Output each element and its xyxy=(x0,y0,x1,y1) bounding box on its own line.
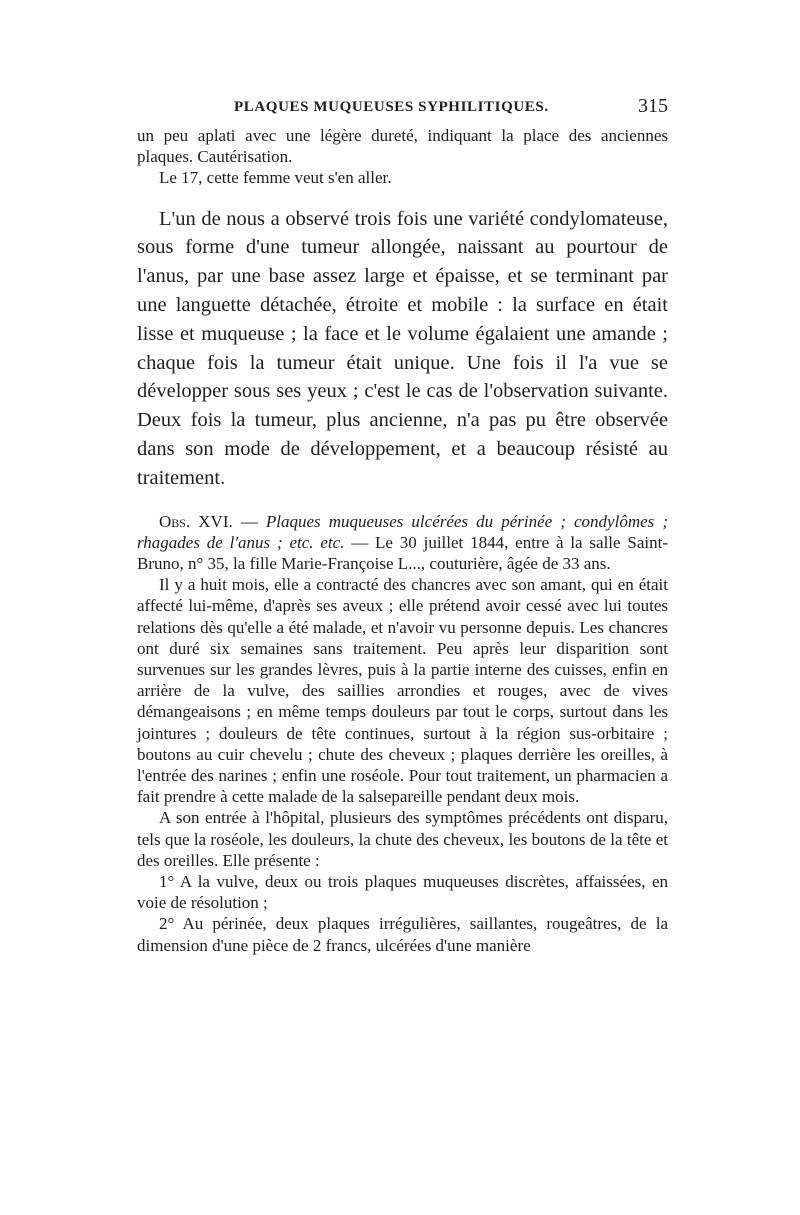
observation-title: Plaques muqueuses ulcérées du périnée ; condylômes ; rhagades de l'anus ; etc. etc. xyxy=(137,511,668,552)
page-header xyxy=(137,95,668,125)
page-number: 315 xyxy=(638,95,668,117)
observation-intro: — Le 30 juillet 1844, entre à la salle Saint-Bruno, n° 35, la fille Marie-Françoise L..., couturière, âgée de 33 ans. xyxy=(137,532,668,573)
section-gap xyxy=(137,493,668,511)
observation-paragraph: Il y a huit mois, elle a contracté des chancres avec son amant, qui en était affecté lui-même, d'après ses aveux ; elle prétend avoir cessé avec lui toutes relations dès qu'elle a été malade, et n'avoir vu personne depuis. Les chancres ont duré six semaines sans traitement. Peu après leur disparition sont survenues sur les grandes lèvres, puis à la partie interne des cuisses, enfin en arrière de la vulve, des saillies arrondies et rouges, avec de vives démangeaisons ; en même temps douleurs par tout le corps, surtout dans les jointures ; douleurs de tête continues, surtout à la région sus-orbitaire ; boutons au cuir chevelu ; chute des cheveux ; plaques derrière les oreilles, à l'entrée des narines ; enfin une roséole. Pour tout traitement, un pharmacien a fait prendre à cette malade de la salsepareille pendant deux mois. xyxy=(137,575,668,807)
observation-label: Obs. XVI. xyxy=(159,511,233,531)
observation-item: 1° A la vulve, deux ou trois plaques muqueuses discrètes, affaissées, en voie de résolution ; xyxy=(137,872,668,913)
running-title: PLAQUES MUQUEUSES SYPHILITIQUES. xyxy=(234,99,549,115)
observation-item: 2° Au périnée, deux plaques irrégulières, saillantes, rougeâtres, de la dimension d'une pièce de 2 francs, ulcérées d'une manière xyxy=(137,914,668,955)
observation-heading xyxy=(137,511,668,575)
book-page xyxy=(137,95,668,956)
continuation-line: Le 17, cette femme veut s'en aller. xyxy=(159,168,392,188)
main-paragraph: L'un de nous a observé trois fois une variété condylomateuse, sous forme d'une tumeur allongée, naissant au pourtour de l'anus, par une base assez large et épaisse, et se terminant par une languette détachée, étroite et mobile : la surface en était lisse et muqueuse ; la face et le volume égalaient une amande ; chaque fois la tumeur était unique. Une fois il l'a vue se développer sous ses yeux ; c'est le cas de l'observation suivante. Deux fois la tumeur, plus ancienne, n'a pas pu être observée dans son mode de développement, et a beaucoup résisté au traitement. xyxy=(137,207,668,489)
observation-dash: — xyxy=(232,511,266,531)
observation-paragraph: A son entrée à l'hôpital, plusieurs des symptômes précédents ont disparu, tels que la roséole, les douleurs, la chute des cheveux, les boutons de la tête et des oreilles. Elle présente : xyxy=(137,808,668,870)
section-gap xyxy=(137,189,668,205)
continuation-paragraph: un peu aplati avec une légère dureté, indiquant la place des anciennes plaques. Cautérisation. xyxy=(137,126,668,167)
